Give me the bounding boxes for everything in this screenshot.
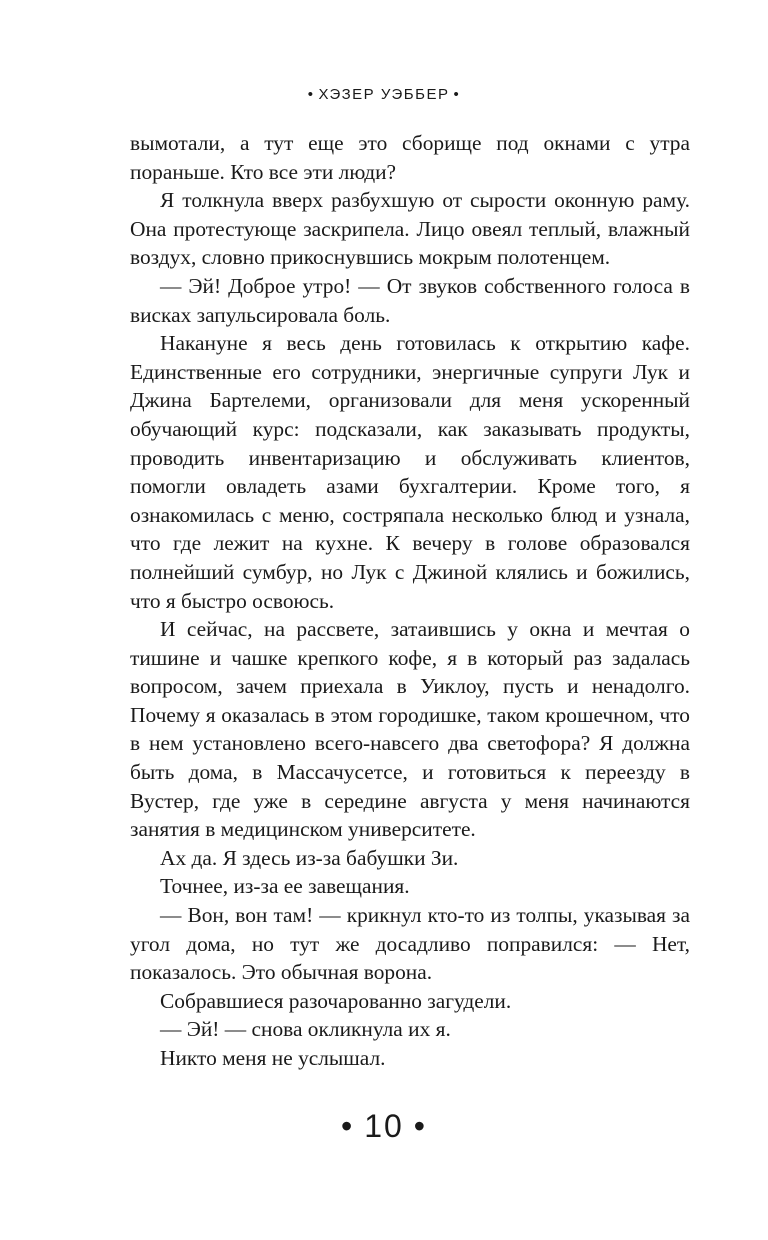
- folio-bullet-right: •: [413, 1108, 427, 1144]
- paragraph-5: И сейчас, на рассвете, затаившись у окна и мечтая о тишине и чашке крепкого кофе, я в который раз задалась вопросом, зачем приехала в Уиклоу, пусть и ненадолго. Почему я оказалась в этом городишке, таком крошечном, что в нем установлено всего-навсего два светофора? Я должна быть дома, в Массачусетсе, и готовиться к переезду в Вустер, где уже в середине августа у меня начинаются занятия в медицинском университете.: [130, 617, 690, 842]
- paragraph-10: — Эй! — снова окликнула их я.: [160, 1017, 451, 1042]
- paragraph-9: Собравшиеся разочарованно загудели.: [160, 988, 512, 1013]
- paragraph-7: Точнее, из-за ее завещания.: [160, 874, 410, 899]
- page-number-value: 10: [364, 1108, 404, 1144]
- paragraph-1: вымотали, а тут еще это сборище под окнами с утра пораньше. Кто все эти люди?: [130, 131, 690, 184]
- body-text: [130, 129, 690, 1073]
- paragraph-3: — Эй! Доброе утро! — От звуков собственного голоса в висках запульсировала боль.: [130, 273, 690, 327]
- page-number: [0, 1108, 768, 1145]
- author-name: ХЭЗЕР УЭББЕР: [318, 86, 450, 103]
- running-head: [0, 86, 768, 103]
- paragraph-6: Ах да. Я здесь из-за бабушки Зи.: [160, 845, 459, 870]
- paragraph-4: Накануне я весь день готовилась к открытию кафе. Единственные его сотрудники, энергичные супруги Лук и Джина Бартелеми, организовали для меня ускоренный обучающий курс: подсказали, как заказывать продукты, проводить инвентаризацию и обслуживать клиентов, помогли овладеть азами бухгалтерии. Кроме того, я ознакомилась с меню, состряпала несколько блюд и узнала, что где лежит на кухне. К вечеру в голове образовался полнейший сумбур, но Лук с Джиной клялись и божились, что я быстро освоюсь.: [130, 331, 690, 613]
- bullet-right: •: [453, 86, 461, 103]
- paragraph-8: — Вон, вон там! — крикнул кто-то из толпы, указывая за угол дома, но тут же досадливо поправился: — Нет, показалось. Это обычная ворона.: [130, 903, 690, 985]
- folio-bullet-left: •: [341, 1108, 355, 1144]
- paragraph-2: Я толкнула вверх разбухшую от сырости оконную раму. Она протестующе заскрипела. Лицо овеял теплый, влажный воздух, словно прикоснувшись мокрым полотенцем.: [130, 188, 690, 270]
- bullet-left: •: [307, 86, 315, 103]
- paragraph-11: Никто меня не услышал.: [160, 1046, 386, 1070]
